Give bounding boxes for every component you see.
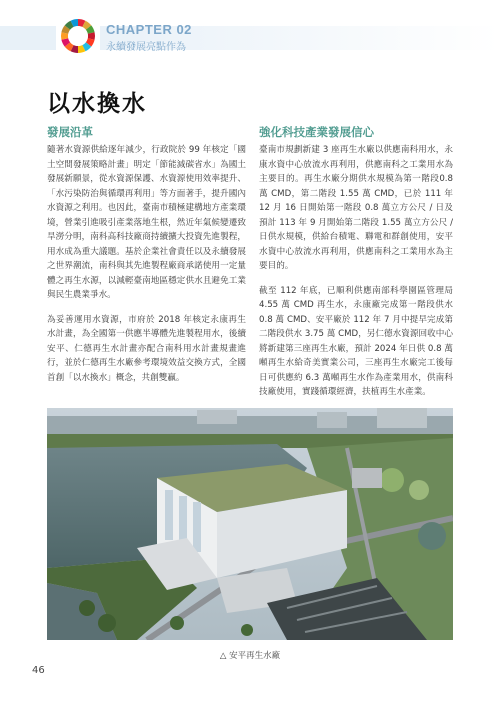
header-bar-left	[0, 26, 56, 50]
chapter-label: CHAPTER 02	[106, 22, 192, 37]
right-paragraph-2: 截至 112 年底，已順利供應南部科學園區管理局4.55 萬 CMD 再生水，永康廠完成第一階段供水 0.8 萬 CMD、安平廠於 112 年 7 月中提早完成第二階段供水 3.75 萬 CMD，另仁德水資源回收中心將新建第三座再生水廠，預計 2024 年日供 0.8 萬噸再生水給奇美實業公司，三座再生水廠完工後每日可供應約 6.3 萬噸再生水作為產業用水，供南科技廠使用，實踐循環經濟，扶植再生水產業。	[259, 285, 453, 397]
right-paragraph-1: 臺南市規劃新建 3 座再生水廠以供應南科用水，永康水資中心放流水再利用，供應南科之工業用水為主要目的。再生水廠分期供水規模為第一階段0.8 萬 CMD，第二階段 1.55 萬 CMD，已於 111 年 12 月 16 日開始第一階段 0.8 萬立方公尺 / 日及預計 113 年 9 月開始第二階段 1.55 萬立方公尺 / 日供水規模，供給台積電、聯電和群創使用，安平水資中心放流水再利用，供應南科之工業用水為主要目的。	[259, 145, 453, 271]
sdg-wheel-icon	[60, 18, 96, 54]
left-column	[47, 124, 246, 395]
left-section-heading: 發展沿革	[47, 125, 93, 139]
page-number: 46	[32, 665, 45, 676]
right-column	[259, 124, 453, 410]
photo-caption: △ 安平再生水廠	[219, 651, 281, 661]
page-title: 以水換水	[47, 91, 147, 117]
right-section-heading: 強化科技產業發展信心	[259, 125, 374, 139]
plant-aerial-photo	[47, 408, 453, 640]
left-paragraph-1: 隨著水資源供給逐年減少，行政院於 99 年核定「國土空間發展策略計畫」明定「節能減碳省水」為國土發展新願景，從水資源保護、水資源使用效率提升、「水污染防治與循環再利用」等方面著手，提升國內水資源之利用。也因此，臺南市積極建構地方產業環境，營業引進吸引產業落地生根，然近年氣候變遷致旱澇分明，南科高科技廠商持續擴大投資先進製程，用水成為重大議題。基於企業社會責任以及永續發展之世界潮流，南科與其先進製程廠商承諾使用一定量體之再生水源，以減輕臺南地區穩定供水且避免工業與民生農業爭水。	[47, 145, 246, 300]
chapter-subtitle: 永續發展亮點作為	[106, 42, 186, 53]
left-paragraph-2: 為妥善運用水資源，市府於 2018 年核定永康再生水計畫，為全國第一供應半導體先進製程用水，後續安平、仁德再生水計畫亦配合南科用水計畫規畫進行，並於仁德再生水廠參考環境效益交換方式，全國首創「以水換水」概念，共創雙贏。	[47, 314, 246, 383]
